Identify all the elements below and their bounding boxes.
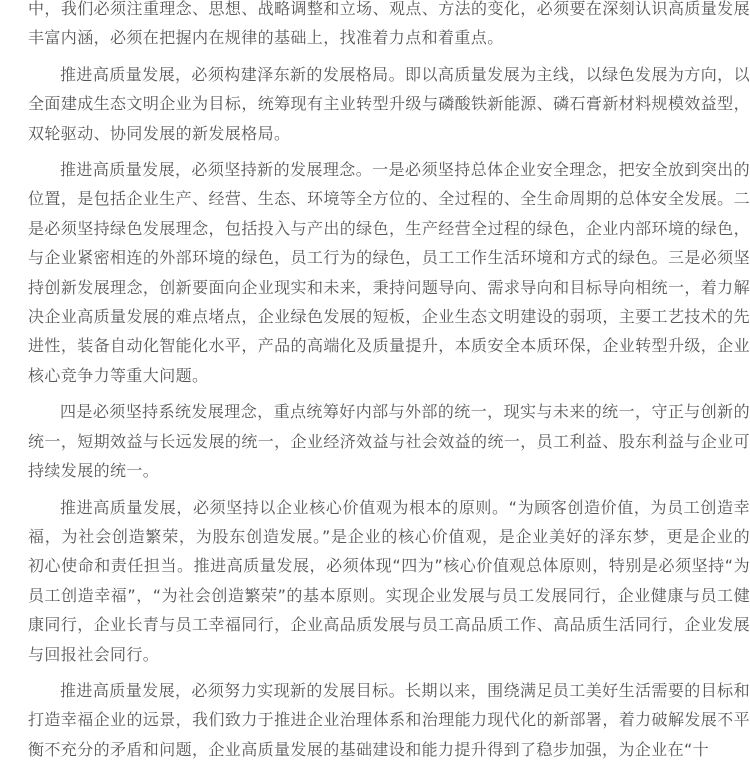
paragraph-4: 四是必须坚持系统发展理念，重点统筹好内部与外部的统一，现实与未来的统一，守正与创新的统一，短期效益与长远发展的统一，企业经济效益与社会效益的统一，员工利益、股东利益与企业可持续发展的统一。 bbox=[28, 402, 750, 481]
paragraph-5: 推进高质量发展，必须坚持以企业核心价值观为根本的原则。“为顾客创造价值，为员工创造幸福，为社会创造繁荣，为股东创造发展。”是企业的核心价值观，是企业美好的泽东梦，更是企业的初心使命和责任担当。推进高质量发展，必须体现“四为”核心价值观总体原则，特别是必须坚持“为员工创造幸福”，“为社会创造繁荣”的基本原则。实现企业发展与员工发展同行，企业健康与员工健康同行，企业长青与员工幸福同行，企业高品质发展与员工高品质工作、高品质生活同行，企业发展与回报社会同行。 bbox=[28, 497, 750, 664]
paragraph-3: 推进高质量发展，必须坚持新的发展理念。一是必须坚持总体企业安全理念，把安全放到突出的位置，是包括企业生产、经营、生态、环境等全方位的、全过程的、全生命周期的总体安全发展。二是必须坚持绿色发展理念，包括投入与产出的绿色，生产经营全过程的绿色，企业内部环境的绿色，与企业紧密相连的外部环境的绿色，员工行为的绿色，员工工作生活环境和方式的绿色。三是必须坚持创新发展理念，创新要面向企业现实和未来，秉持问题导向、需求导向和目标导向相统一，着力解决企业高质量发展的难点堵点，企业绿色发展的短板，企业生态文明建设的弱项，主要工艺技术的先进性，装备自动化智能化水平，产品的高端化及质量提升，本质安全本质环保，企业转型升级，企业核心竞争力等重大问题。 bbox=[28, 160, 750, 385]
paragraph-2: 推进高质量发展，必须构建泽东新的发展格局。即以高质量发展为主线，以绿色发展为方向，以全面建成生态文明企业为目标，统筹现有主业转型升级与磷酸铁新能源、磷石膏新材料规模效益型，双轮驱动、协同发展的新发展格局。 bbox=[28, 64, 750, 143]
paragraph-1: 中，我们必须注重理念、思想、战略调整和立场、观点、方法的变化，必须要在深刻认识高质量发展丰富内涵，必须在把握内在规律的基础上，找准着力点和着重点。 bbox=[28, 0, 750, 48]
paragraph-6: 推进高质量发展，必须努力实现新的发展目标。长期以来，围绕满足员工美好生活需要的目标和打造幸福企业的远景，我们致力于推进企业治理体系和治理能力现代化的新部署，着力破解发展不平衡不充分的矛盾和问题，企业高质量发展的基础建设和能力提升得到了稳步加强，为企业在“十 bbox=[28, 680, 750, 759]
